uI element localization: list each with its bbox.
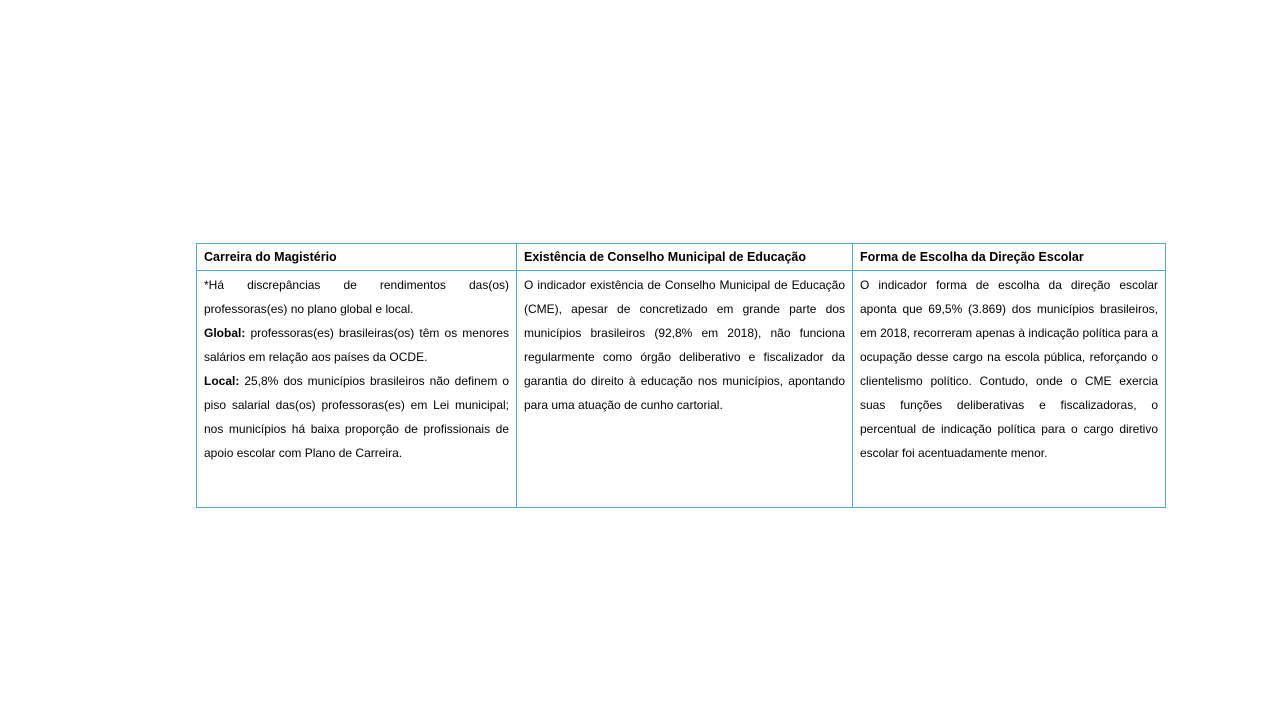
cell-carreira-magisterio — [197, 271, 517, 508]
local-text: 25,8% dos municípios brasileiros não definem o piso salarial das(os) professoras(es) em Lei municipal; nos municípios há baixa proporção de profissionais de apoio escolar com Plano de Carreira. — [204, 374, 509, 460]
carreira-intro: *Há discrepâncias de rendimentos das(os) professoras(es) no plano global e local. — [204, 278, 509, 316]
header-direcao-escolar: Forma de Escolha da Direção Escolar — [853, 244, 1166, 271]
table-header-row — [197, 244, 1166, 271]
table-row — [197, 271, 1166, 508]
carreira-local — [204, 369, 509, 465]
global-text: professoras(es) brasileiras(os) têm os menores salários em relação aos países da OCDE. — [204, 326, 509, 364]
cell-direcao-escolar — [853, 271, 1166, 508]
local-label: Local: — [204, 374, 240, 388]
header-conselho-municipal: Existência de Conselho Municipal de Educação — [517, 244, 853, 271]
conselho-text: O indicador existência de Conselho Municipal de Educação (CME), apesar de concretizado em grande parte dos municípios brasileiros (92,8% em 2018), não funciona regularmente como órgão deliberativo e fiscalizador da garantia do direito à educação nos municípios, apontando para uma atuação de cunho cartorial. — [524, 278, 845, 412]
indicators-table — [196, 243, 1166, 508]
carreira-global — [204, 321, 509, 369]
direcao-text: O indicador forma de escolha da direção escolar aponta que 69,5% (3.869) dos municípios brasileiros, em 2018, recorreram apenas à indicação política para a ocupação desse cargo na escola pública, reforçando o clientelismo político. Contudo, onde o CME exercia suas funções deliberativas e fiscalizadoras, o percentual de indicação política para o cargo diretivo escolar foi acentuadamente menor. — [860, 278, 1158, 460]
header-carreira-magisterio: Carreira do Magistério — [197, 244, 517, 271]
global-label: Global: — [204, 326, 246, 340]
cell-conselho-municipal — [517, 271, 853, 508]
